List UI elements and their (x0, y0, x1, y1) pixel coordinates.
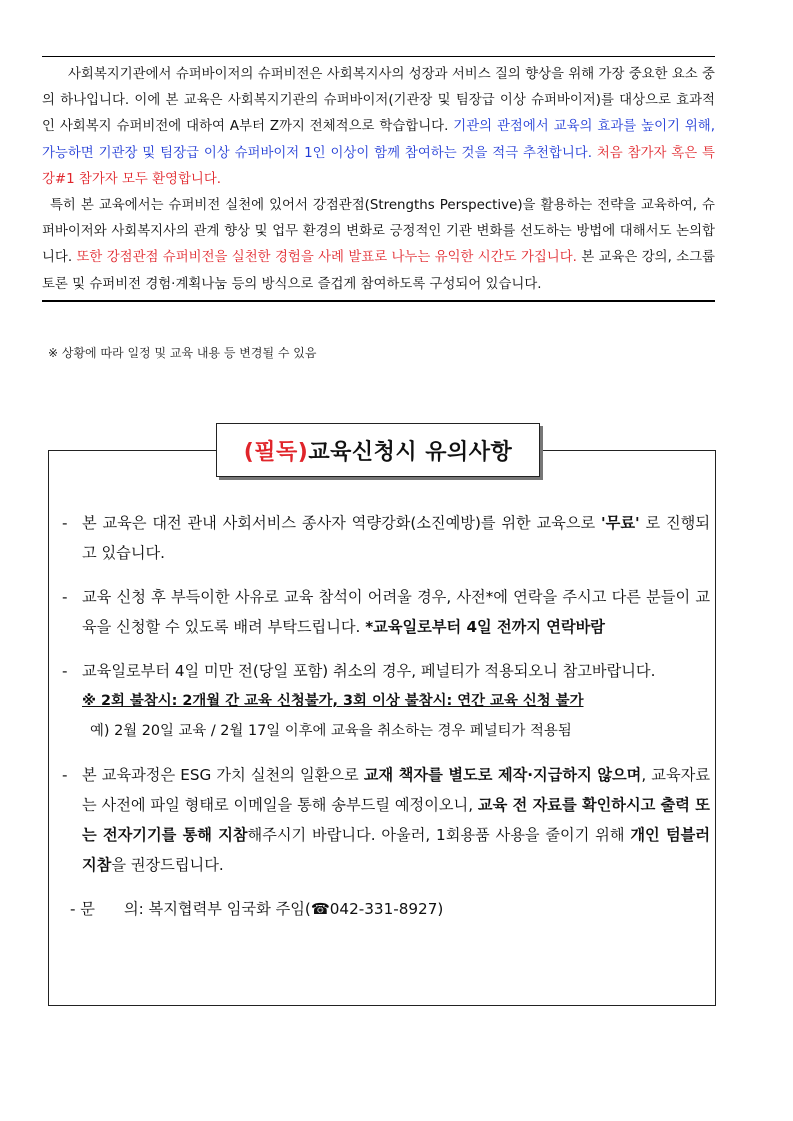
notice-text: 로 진행되고 있습니다. (82, 514, 711, 562)
intro-text: 특히 본 교육에서는 슈퍼비전 실천에 있어서 강점관점(Strengths Perspective)을 활용하는 전략을 교육하여, 슈퍼바이저와 사회복지사의 관계 향상 및 업무 환경의 변화로 긍정적인 기관 변화를 선도하는 방법에 대해서도 논의합니다. (42, 198, 715, 266)
notice-item-esg (62, 760, 710, 880)
intro-paragraph-1 (42, 62, 715, 193)
notice-text: 해주시기 바랍니다. 아울러, 1회용품 사용을 줄이기 위해 (247, 826, 631, 844)
notice-text: 본 교육과정은 ESG 가치 실천의 일환으로 (82, 766, 364, 784)
notice-text: 본 교육은 대전 관내 사회서비스 종사자 역량강화(소진예방)를 위한 교육으로 (82, 514, 602, 532)
bullet-dash: - (62, 514, 68, 532)
notice-text: , 교육자료는 사전에 파일 형태로 이메일을 통해 송부드릴 예정이오니, (82, 766, 710, 814)
no-textbook-notice: 교재 책자를 별도로 제작·지급하지 않으며 (363, 766, 642, 784)
tumbler-notice: 개인 텀블러 지참 (82, 826, 710, 874)
bullet-dash: - (62, 588, 68, 606)
notice-title-highlight: (필독) (243, 439, 309, 465)
contact-info: - 문 의: 복지협력부 임국화 주임(☎042-331-8927) (70, 900, 444, 918)
notice-text: 교육 신청 후 부득이한 사유로 교육 참석이 어려울 경우, 사전*에 연락을 주시고 다른 분들이 교육을 신청할 수 있도록 배려 부탁드립니다. (82, 588, 710, 636)
bullet-dash: - (62, 766, 68, 784)
intro-section (42, 56, 715, 302)
notice-title-text: 교육신청시 유의사항 (308, 439, 513, 465)
intro-text: 사회복지기관에서 슈퍼바이저의 슈퍼비전은 사회복지사의 성장과 서비스 질의 향상을 위해 가장 중요한 요소 중의 하나입니다. 이에 본 교육은 사회복지기관의 슈퍼바이저(기관장 및 팀장급 이상 슈퍼바이저)를 대상으로 효과적인 사회복지 슈퍼비전에 대하여 A부터 Z까지 전체적으로 학습합니다. (42, 67, 715, 135)
intro-case-sharing: 또한 강점관점 슈퍼비전을 실천한 경험을 사례 발표로 나누는 유익한 시간도 가집니다. (76, 250, 577, 266)
notice-item-free (62, 508, 710, 568)
penalty-warning: ※ 2회 불참시: 2개월 간 교육 신청불가, 3회 이상 불참시: 연간 교육 신청 불가 (82, 693, 584, 709)
penalty-example: 예) 2월 20일 교육 / 2월 17일 이후에 교육을 취소하는 경우 페널티가 적용됨 (90, 723, 572, 739)
intro-paragraph-2 (42, 193, 715, 298)
intro-recommendation: 기관의 관점에서 교육의 효과를 높이기 위해, 가능하면 기관장 및 팀장급 이상 슈퍼바이저 1인 이상이 함께 참여하는 것을 적극 추천합니다. (42, 119, 715, 161)
change-notice: ※ 상황에 따라 일정 및 교육 내용 등 변경될 수 있음 (48, 346, 317, 360)
notice-item-penalty (62, 656, 710, 746)
intro-text: 본 교육은 강의, 소그룹 토론 및 슈퍼비전 경험·계획나눔 등의 방식으로 즐겁게 참여하도록 구성되어 있습니다. (42, 250, 715, 292)
notice-text: 교육일로부터 4일 미만 전(당일 포함) 취소의 경우, 페널티가 적용되오니 참고바랍니다. (82, 662, 656, 680)
notice-item-cancel (62, 582, 710, 642)
intro-welcome: 처음 참가자 혹은 특강#1 참가자 모두 환영합니다. (42, 145, 715, 187)
notice-text: 을 권장드립니다. (111, 856, 224, 874)
notice-title (216, 423, 540, 477)
bring-materials-notice: 교육 전 자료를 확인하시고 출력 또는 전자기기를 통해 지참 (82, 796, 710, 844)
contact-deadline: *교육일로부터 4일 전까지 연락바람 (365, 618, 605, 636)
notice-items (62, 508, 710, 924)
free-label: '무료' (601, 514, 640, 532)
bullet-dash: - (62, 662, 68, 680)
